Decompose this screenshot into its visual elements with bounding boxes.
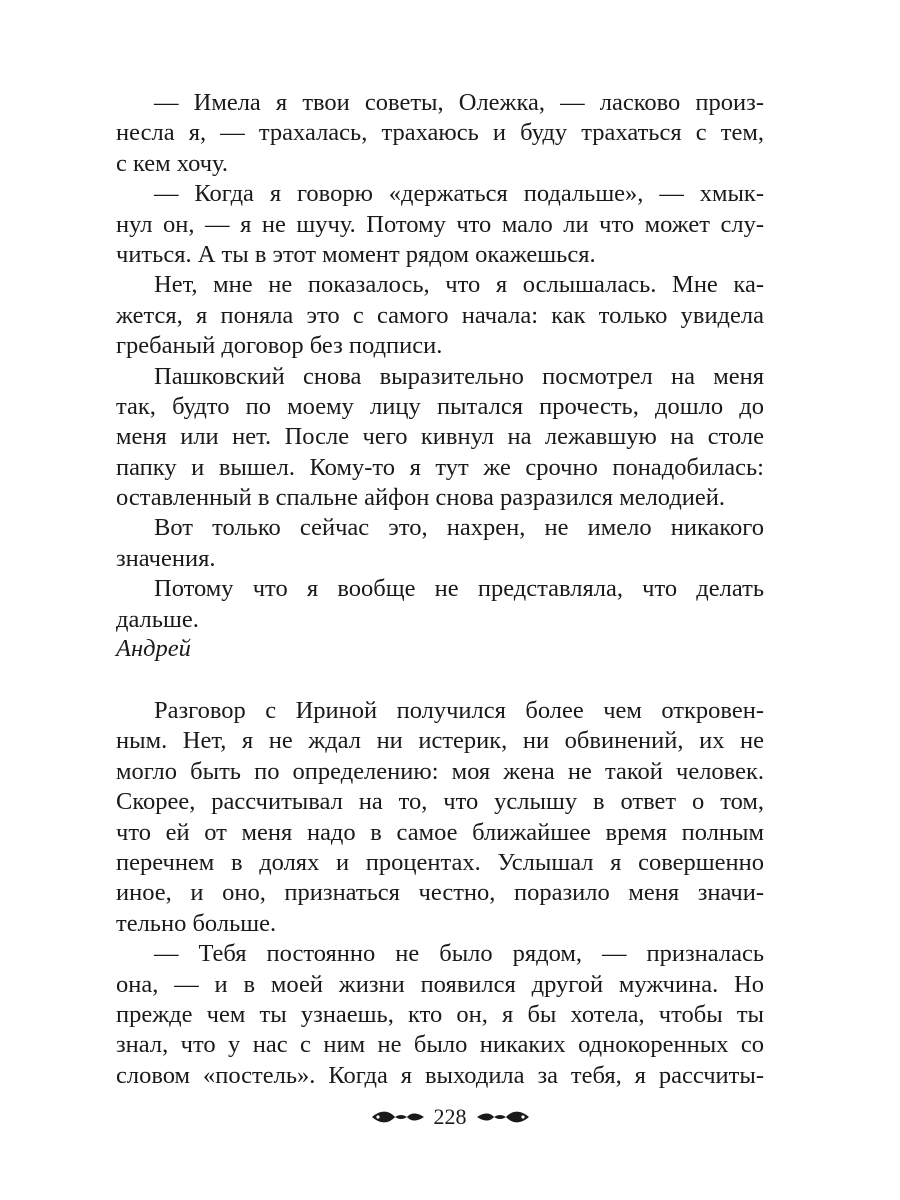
page-footer bbox=[0, 1102, 900, 1132]
text-line: знал, что у нас с ним не было никаких однокоренных со bbox=[116, 1031, 764, 1059]
flourish-left-icon bbox=[370, 1108, 426, 1126]
text-line: она, — и в моей жизни появился другой мужчина. Но bbox=[116, 970, 764, 998]
text-line: нул он, — я не шучу. Потому что мало ли что может слу- bbox=[116, 210, 764, 238]
flourish-right-icon bbox=[475, 1108, 531, 1126]
text-line: — Тебя постоянно не было рядом, — призналась bbox=[154, 940, 764, 968]
text-line: с кем хочу. bbox=[116, 149, 228, 177]
text-line: дальше. bbox=[116, 605, 199, 633]
text-line: так, будто по моему лицу пытался прочесть, дошло до bbox=[116, 392, 764, 420]
text-line: меня или нет. После чего кивнул на лежавшую на столе bbox=[116, 423, 764, 451]
text-line: Нет, мне не показалось, что я ослышалась. Мне ка- bbox=[154, 271, 764, 299]
text-block-bottom bbox=[116, 696, 764, 1091]
text-line: Пашковский снова выразительно посмотрел на меня bbox=[154, 362, 764, 390]
text-line: оставленный в спальне айфон снова разразился мелодией. bbox=[116, 484, 726, 512]
text-line: значения. bbox=[116, 544, 216, 572]
page-number: 228 bbox=[433, 1104, 467, 1129]
text-line: Скорее, рассчитывал на то, что услышу в ответ о том, bbox=[116, 788, 764, 816]
text-line: — Имела я твои советы, Олежка, — ласково произ- bbox=[154, 89, 764, 116]
text-line: Вот только сейчас это, нахрен, не имело никакого bbox=[154, 514, 764, 542]
text-line: Разговор с Ириной получился более чем откровен- bbox=[154, 697, 764, 724]
text-line: прежде чем ты узнаешь, кто он, я бы хотела, чтобы ты bbox=[116, 1000, 764, 1028]
text-line: — Когда я говорю «держаться подальше», — хмык- bbox=[154, 180, 764, 208]
text-line: гребаный договор без подписи. bbox=[116, 332, 443, 360]
text-line: Потому что я вообще не представляла, что делать bbox=[154, 575, 764, 603]
text-line: тельно больше. bbox=[116, 909, 277, 937]
text-line: жется, я поняла это с самого начала: как только увидела bbox=[116, 301, 764, 329]
text-line: читься. А ты в этот момент рядом окажешься. bbox=[116, 240, 596, 268]
text-block-top bbox=[116, 88, 764, 635]
text-line: несла я, — трахалась, трахаюсь и буду трахаться с тем, bbox=[116, 119, 764, 147]
text-line: перечнем в долях и процентах. Услышал я совершенно bbox=[116, 848, 764, 876]
text-line: словом «постель». Когда я выходила за тебя, я рассчиты- bbox=[116, 1061, 764, 1089]
text-line: иное, и оно, признаться честно, поразило меня значи- bbox=[116, 879, 764, 907]
text-line: ным. Нет, я не ждал ни истерик, ни обвинений, их не bbox=[116, 727, 764, 755]
text-line: могло быть по определению: моя жена не такой человек. bbox=[116, 757, 764, 785]
text-line: что ей от меня надо в самое ближайшее время полным bbox=[116, 818, 764, 846]
section-heading: Андрей bbox=[116, 635, 191, 662]
text-line: папку и вышел. Кому-то я тут же срочно понадобилась: bbox=[116, 453, 764, 481]
